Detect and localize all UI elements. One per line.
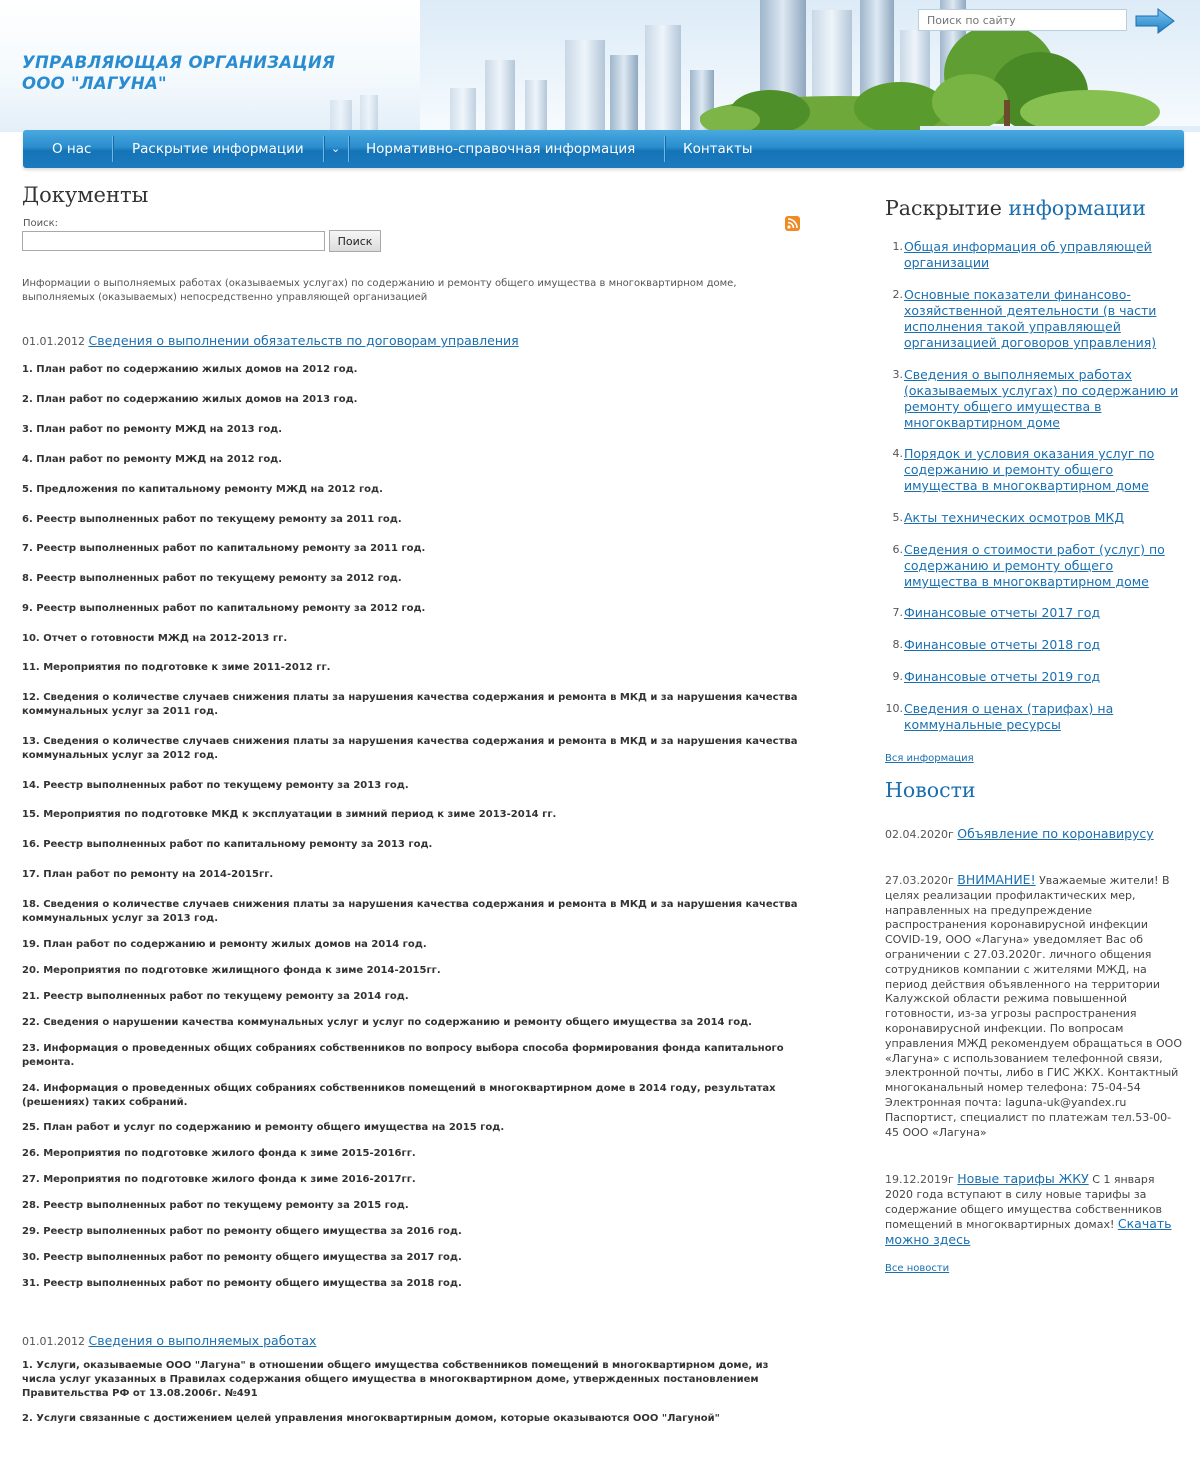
list-item[interactable]: 20. Мероприятия по подготовке жилищного фонда к зиме 2014-2015гг. [22,965,441,976]
disclosure-item-number: 9. [892,670,903,683]
news-text: Уважаемые жители! В целях реализации профилактических мер, направленных на предупреждение распространения коронавирусной инфекции COVID-19, ООО «Лагуна» уведомляет Вас об ограничении с 27.03.2020г. личного общения сотрудников компании с жителями МЖД, на период действия объявленного на территории Калужской области режима повышенной готовности, из-за угрозы распространения коронавирусной инфекции. По вопросам управления МЖД рекомендуем обращаться в ООО «Лагуна» с использованием телефонной связи, электронной почты, либо в ГИС ЖКХ. Контактный многоканальный номер телефона: 75-04-54 Электронная почта: laguna-uk@yandex.ru Паспортист, специалист по платежам тел.53-00-45 ООО «Лагуна» [885,874,1182,1139]
org-title[interactable] [22,52,335,94]
search-label: Поиск: [23,218,59,229]
chevron-down-icon[interactable]: ⌄ [331,142,341,155]
list-item[interactable]: 1. Услуги, оказываемые ООО "Лагуна" в отношении общего имущества собственников помещений в многоквартирном доме, из числа услуг указанных в Правилах содержания общего имущества в многоквартирном доме, утвержденных постановлением Правительства РФ от 13.08.2006г. №491 [22,1360,769,1399]
list-item[interactable]: 16. Реестр выполненных работ по капитальному ремонту за 2013 год. [22,839,433,850]
nav-separator [323,136,324,162]
list-item[interactable]: 17. План работ по ремонту на 2014-2015гг. [22,869,274,880]
news-text: С 1 января 2020 года вступают в силу новые тарифы за содержание общего имущества собственников помещений в многоквартирных домах! [885,1173,1162,1232]
disclosure-link[interactable]: Сведения о выполняемых работах (оказываемых услугах) по содержанию и ремонту общего имущества в многоквартирном доме [904,367,1179,430]
disclosure-item-number: 5. [892,511,903,524]
nav-separator [112,136,113,162]
section-header [22,333,519,348]
news-date: 27.03.2020г [885,874,954,887]
disclosure-item-number: 10. [885,702,903,715]
news-item [885,1172,1183,1249]
rss-icon[interactable] [785,216,800,231]
disclosure-item-number: 2. [892,288,903,301]
disclosure-link[interactable]: Финансовые отчеты 2018 год [904,637,1101,652]
section-date: 01.01.2012 [22,1335,85,1348]
section-header [22,1333,316,1348]
disclosure-item-number: 4. [892,447,903,460]
list-item[interactable]: 2. План работ по содержанию жилых домов на 2013 год. [22,394,358,405]
download-link[interactable]: Скачать можно здесь [885,1216,1172,1248]
list-item[interactable]: 8. Реестр выполненных работ по текущему ремонту за 2012 год. [22,573,402,584]
news-date: 19.12.2019г [885,1173,954,1186]
disclosure-heading [885,196,1146,220]
list-item[interactable]: 27. Мероприятия по подготовке жилого фонда к зиме 2016-2017гг. [22,1174,416,1185]
list-item[interactable]: 15. Мероприятия по подготовке МКД к эксплуатации в зимний период к зиме 2013-2014 гг. [22,809,557,820]
list-item[interactable]: 7. Реестр выполненных работ по капитальному ремонту за 2011 год. [22,543,426,554]
list-item[interactable]: 26. Мероприятия по подготовке жилого фонда к зиме 2015-2016гг. [22,1148,416,1159]
list-item[interactable]: 6. Реестр выполненных работ по текущему ремонту за 2011 год. [22,514,402,525]
all-info-link[interactable]: Вся информация [885,753,974,764]
disclosure-item-number: 6. [892,543,903,556]
list-item[interactable]: 3. План работ по ремонту МЖД на 2013 год. [22,424,283,435]
disclosure-link[interactable]: Сведения о ценах (тарифах) на коммунальные ресурсы [904,701,1114,732]
section-link[interactable]: Сведения о выполнении обязательств по договорам управления [88,333,519,348]
disclosure-item-number: 1. [892,240,903,253]
section-date: 01.01.2012 [22,335,85,348]
news-item [885,827,1183,843]
list-item[interactable]: 18. Сведения о количестве случаев снижения платы за нарушения качества содержания и ремонта в МКД и за нарушения качества коммунальных услуг за 2013 год. [22,899,798,924]
list-item[interactable]: 30. Реестр выполненных работ по ремонту общего имущества за 2017 год. [22,1252,462,1263]
news-link[interactable]: Новые тарифы ЖКУ [957,1171,1089,1186]
disclosure-link[interactable]: Финансовые отчеты 2017 год [904,605,1101,620]
list-item[interactable]: 13. Сведения о количестве случаев снижения платы за нарушения качества содержания и ремонта в МКД и за нарушения качества коммунальных услуг за 2012 год. [22,736,798,761]
org-title-line2: ООО "ЛАГУНА" [22,74,167,93]
list-item[interactable]: 4. План работ по ремонту МЖД на 2012 год. [22,454,283,465]
list-item[interactable]: 10. Отчет о готовности МЖД на 2012-2013 гг. [22,633,288,644]
list-item[interactable]: 22. Сведения о нарушении качества коммунальных услуг и услуг по содержанию и ремонту общего имущества за 2014 год. [22,1017,752,1028]
list-item[interactable]: 31. Реестр выполненных работ по ремонту общего имущества за 2018 год. [22,1278,462,1289]
documents-search-input[interactable] [22,231,325,251]
nav-item-regulatory[interactable]: Нормативно-справочная информация [366,141,636,157]
page-title: Документы [22,183,149,207]
disclosure-link[interactable]: Порядок и условия оказания услуг по содержанию и ремонту общего имущества в многоквартирном доме [904,446,1155,493]
disclosure-link[interactable]: Основные показатели финансово-хозяйственной деятельности (в части исполнения такой управляющей организацией договоров управления) [904,287,1157,350]
disclosure-link[interactable]: Акты технических осмотров МКД [904,510,1125,525]
nav-separator [348,136,349,162]
list-item[interactable]: 9. Реестр выполненных работ по капитальному ремонту за 2012 год. [22,603,426,614]
news-link[interactable]: Объявление по коронавирусу [957,826,1154,841]
nav-item-disclosure[interactable]: Раскрытие информации [132,141,304,157]
org-title-line1: УПРАВЛЯЮЩАЯ ОРГАНИЗАЦИЯ [22,53,336,72]
disclosure-heading-part2: информации [1008,196,1146,220]
disclosure-item-number: 7. [892,606,903,619]
search-button[interactable]: Поиск [329,230,381,252]
nav-item-contacts[interactable]: Контакты [683,141,753,157]
list-item[interactable]: 19. План работ по содержанию и ремонту жилых домов на 2014 год. [22,939,427,950]
section-link[interactable]: Сведения о выполняемых работах [88,1333,317,1348]
list-item[interactable]: 11. Мероприятия по подготовке к зиме 2011-2012 гг. [22,662,331,673]
list-item[interactable]: 5. Предложения по капитальному ремонту МЖД на 2012 год. [22,484,383,495]
list-item[interactable]: 21. Реестр выполненных работ по текущему ремонту за 2014 год. [22,991,409,1002]
list-item[interactable]: 28. Реестр выполненных работ по текущему ремонту за 2015 год. [22,1200,409,1211]
list-item[interactable]: 25. План работ и услуг по содержанию и ремонту общего имущества на 2015 год. [22,1122,505,1133]
disclosure-item-number: 8. [892,638,903,651]
all-news-link[interactable]: Все новости [885,1263,950,1274]
news-heading: Новости [885,778,976,802]
main-navigation [23,130,1184,168]
disclosure-link[interactable]: Финансовые отчеты 2019 год [904,669,1101,684]
list-item[interactable]: 29. Реестр выполненных работ по ремонту общего имущества за 2016 год. [22,1226,462,1237]
site-search-input[interactable] [918,9,1127,31]
intro-text: Информации о выполняемых работах (оказываемых услугах) по содержанию и ремонту общего имущества в многоквартирном доме, выполняемых (оказываемых) непосредственно управляющей организацией [22,278,737,303]
news-date: 02.04.2020г [885,828,954,841]
list-item[interactable]: 14. Реестр выполненных работ по текущему ремонту за 2013 год. [22,780,409,791]
list-item[interactable]: 1. План работ по содержанию жилых домов на 2012 год. [22,364,358,375]
nav-separator [664,136,665,162]
search-go-arrow-icon[interactable] [1134,6,1176,36]
news-item [885,873,1183,1140]
disclosure-heading-part1: Раскрытие [885,196,1002,220]
news-link[interactable]: ВНИМАНИЕ! [957,872,1036,887]
list-item[interactable]: 2. Услуги связанные с достижением целей управления многоквартирным домом, которые оказываются ООО "Лагуной" [22,1413,720,1424]
disclosure-item-number: 3. [892,368,903,381]
disclosure-link[interactable]: Общая информация об управляющей организации [904,239,1152,270]
list-item[interactable]: 12. Сведения о количестве случаев снижения платы за нарушения качества содержания и ремонта в МКД и за нарушения качества коммунальных услуг за 2011 год. [22,692,798,717]
list-item[interactable]: 24. Информация о проведенных общих собраниях собственников помещений в многоквартирном доме в 2014 году, результатах (решениях) таких собраний. [22,1083,776,1108]
disclosure-link[interactable]: Сведения о стоимости работ (услуг) по содержанию и ремонту общего имущества в многоквартирном доме [904,542,1165,589]
nav-item-about[interactable]: О нас [52,141,92,157]
list-item[interactable]: 23. Информация о проведенных общих собраниях собственников по вопросу выбора способа формирования фонда капитального ремонта. [22,1043,784,1068]
site-header [0,0,1200,132]
